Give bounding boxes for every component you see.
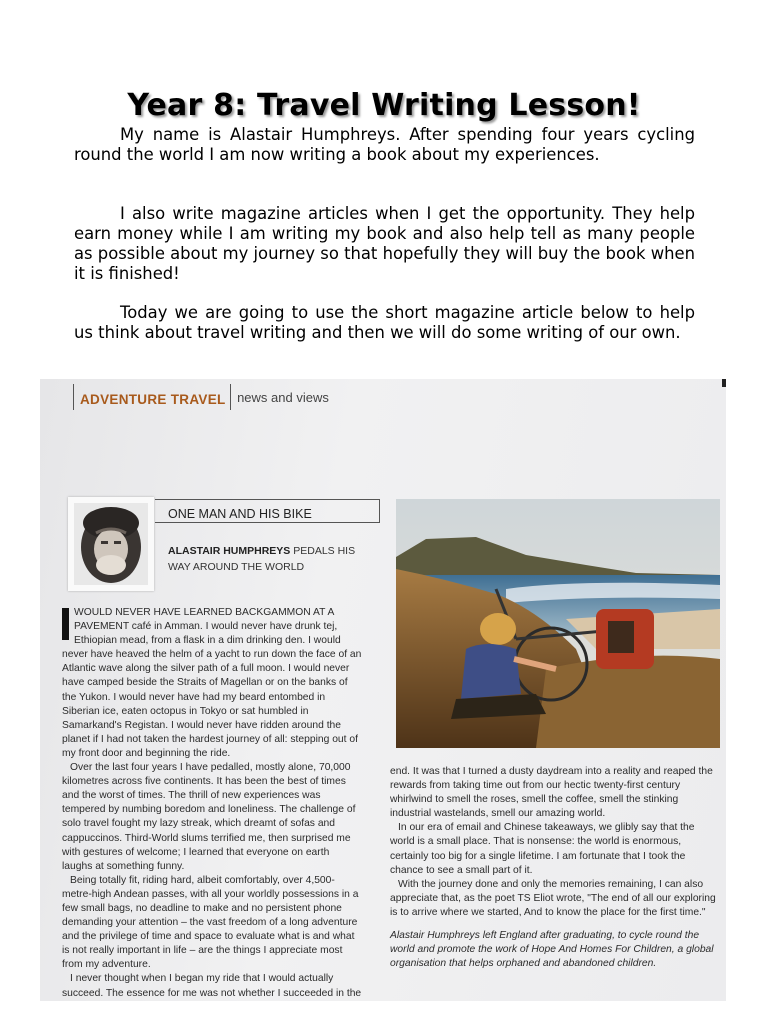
intro-text-2: I also write magazine articles when I get the opportunity. They help earn money while I am writing my book and also help tell as many people as possible about my journey so that hopefully they will buy the book when it is finished! bbox=[74, 204, 695, 283]
article-paragraph: Over the last four years I have pedalled, mostly alone, 70,000 kilometres across five continents. It has been the best of times and the worst of times. The thrill of new experiences was tempered by numbing boredom and loneliness. The challenge of solo travel fought my lazy streak, which dreamt of sofas and cappuccinos. Third-World slums terrified me, then surprised me with gestures of welcome; I learned that everyone on earth laughs at something funny. bbox=[62, 762, 356, 872]
header-divider bbox=[230, 384, 232, 410]
author-caption: Alastair Humphreys left England after graduating, to cycle round the world and promote the work of Hope And Homes For Children, a global organisation that helps orphaned and abandoned children. bbox=[390, 930, 714, 970]
intro-paragraph-3 bbox=[74, 303, 695, 343]
subsection-label: news and views bbox=[237, 390, 329, 405]
cyclist-photo bbox=[396, 499, 720, 748]
article-text: WOULD NEVER HAVE LEARNED BACKGAMMON AT A PAVEMENT café in Amman. I would never have drunk tej, Ethiopian mead, from a flask in a dim drinking den. I would never have heaved the helm of a yacht to run down the face of an Atlantic wave along the silver path of a full moon. I would never have camped beside the Straits of Magellan or on the banks of the Yukon. I would never have had my beard entombed in Siberian ice, eaten octopus in Tokyo or sat humbled in Samarkand's Registan. I would never have ridden around the planet if I had not taken the hardest journey of all: stepping out of my front door and beginning the ride. bbox=[62, 607, 362, 759]
cyclist-beach-image bbox=[396, 499, 720, 748]
intro-text-1: My name is Alastair Humphreys. After spending four years cycling round the world I am now writing a book about my experiences. bbox=[74, 125, 695, 164]
magazine-article-scan bbox=[40, 379, 726, 1001]
author-portrait-image bbox=[74, 503, 148, 585]
article-paragraph: With the journey done and only the memories remaining, I can also appreciate that, as the poet TS Eliot wrote, "The end of all our exploring is to arrive where we started, And to know the place for the first time." bbox=[390, 878, 716, 918]
article-paragraph: end. It was that I turned a dusty daydream into a reality and reaped the rewards from taking time out from our hectic twenty-first century whirlwind to smell the roses, smell the coffee, smell the stinking industrial wastelands, smell our amazing world. bbox=[390, 766, 713, 820]
byline-text: PEDALS HIS WAY AROUND THE WORLD bbox=[168, 545, 356, 573]
intro-paragraph-2 bbox=[74, 204, 695, 284]
article-column-left bbox=[62, 606, 362, 1001]
byline bbox=[168, 543, 368, 575]
story-title: ONE MAN AND HIS BIKE bbox=[155, 499, 380, 523]
article-column-right bbox=[390, 765, 720, 971]
article-paragraph bbox=[62, 606, 362, 761]
page-corner bbox=[722, 379, 726, 387]
article-paragraph: In our era of email and Chinese takeaways, we glibly say that the world is a small place. That is nonsense: the world is enormous, certainly too big for a single lifetime. I am fortunate that I took the chance to see a small part of it. bbox=[390, 822, 695, 876]
intro-paragraph-1 bbox=[74, 125, 695, 165]
magazine-header bbox=[73, 384, 329, 410]
author-portrait bbox=[68, 497, 154, 591]
article-paragraph: Being totally fit, riding hard, albeit comfortably, over 4,500-metre-high Andean passes, with all your worldly possessions in a few small bags, no deadline to make and no persistent phone demanding your attention – the vast freedom of a long adventure and the privilege of time and space to evaluate what is and what is not really important in life – are the things I appreciate most from my adventure. bbox=[62, 874, 359, 971]
drop-cap-initial bbox=[62, 608, 69, 640]
page-title: Year 8: Travel Writing Lesson! bbox=[127, 88, 641, 124]
article-paragraph: I never thought when I began my ride that I would actually succeed. The essence for me was not whether I succeeded in the bbox=[62, 973, 362, 999]
section-label: ADVENTURE TRAVEL bbox=[80, 392, 226, 407]
intro-text-3: Today we are going to use the short magazine article below to help us think about travel writing and then we will do some writing of our own. bbox=[74, 303, 695, 342]
byline-name: ALASTAIR HUMPHREYS bbox=[168, 545, 291, 557]
